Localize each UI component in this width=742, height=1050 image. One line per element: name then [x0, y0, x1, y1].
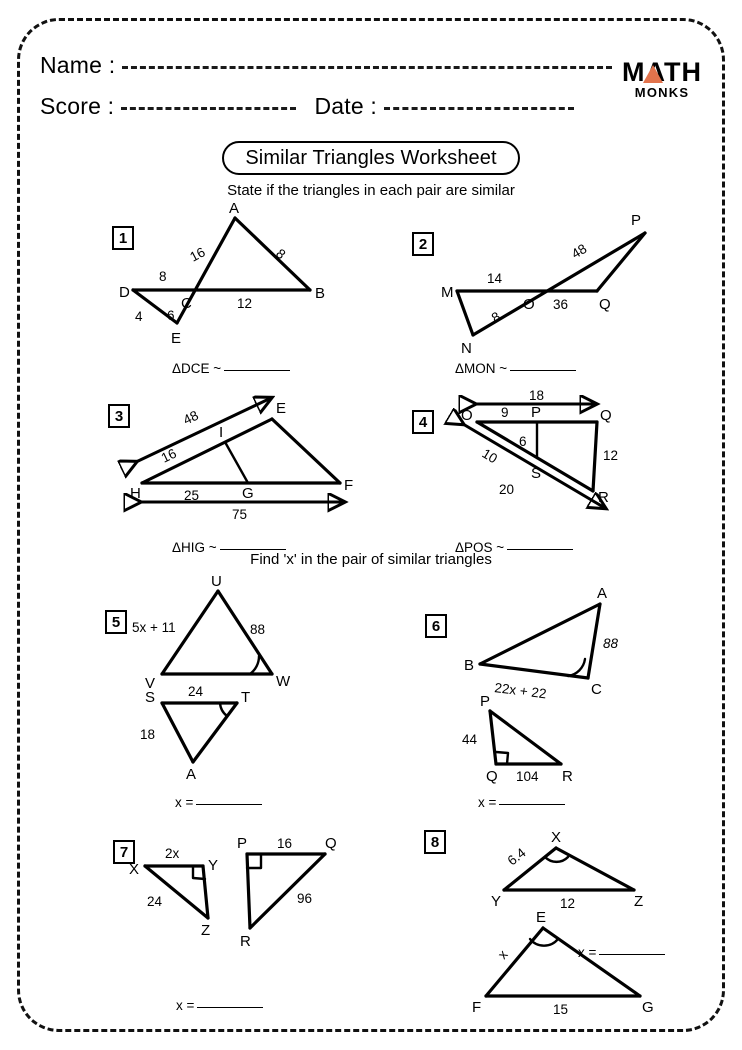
measure-16: 16 [158, 445, 179, 466]
vertex-label-R: R [240, 933, 251, 950]
answer-5 [175, 795, 262, 810]
problem-number-6: 6 [425, 614, 447, 638]
date-input-line[interactable] [384, 107, 574, 110]
vertex-label-P: P [631, 212, 642, 229]
vertex-label-A: A [597, 585, 608, 602]
answer-prompt-1: ΔDCE ~ [172, 361, 222, 376]
answer-prompt-3: ΔHIG ~ [172, 540, 217, 555]
vertex-label-Z: Z [634, 893, 644, 910]
answer-blank-7[interactable] [197, 1007, 263, 1008]
measure-QR-12: 12 [603, 448, 619, 463]
answer-blank-8[interactable] [599, 954, 665, 955]
vertex-label-Q: Q [486, 768, 498, 785]
measure-48: 48 [180, 407, 201, 428]
measure-AB-8: 8 [273, 245, 289, 263]
measure-PQ-44: 44 [462, 732, 478, 747]
measure-FG-15: 15 [553, 1002, 569, 1017]
measure-OR-20: 20 [499, 482, 515, 497]
answer-7 [176, 998, 263, 1013]
problem-number-8: 8 [424, 830, 446, 854]
score-row [40, 93, 574, 120]
answer-prompt-7: x = [176, 998, 195, 1013]
vertex-label-F: F [344, 477, 354, 494]
figure-8 [448, 826, 698, 1016]
answer-3 [172, 540, 286, 555]
vertex-label-Y: Y [491, 893, 502, 910]
figure-1 [119, 200, 345, 355]
vertex-label-W: W [276, 673, 291, 690]
answer-blank-3[interactable] [220, 549, 286, 550]
vertex-label-H: H [130, 485, 141, 502]
measure-XY-2x: 2x [165, 846, 180, 861]
answer-prompt-4: ΔPOS ~ [455, 540, 505, 555]
vertex-label-G: G [642, 999, 654, 1016]
answer-4 [455, 540, 573, 555]
answer-6 [478, 795, 565, 810]
vertex-label-A: A [229, 200, 240, 217]
figure-4 [445, 390, 675, 520]
problem-number-7: 7 [113, 840, 135, 864]
score-input-line[interactable] [121, 107, 296, 110]
measure-CE-6: 6 [167, 308, 175, 323]
figure-3 [120, 385, 370, 520]
answer-prompt-5: x = [175, 795, 194, 810]
name-label: Name : [40, 52, 116, 78]
problem-number-3: 3 [108, 404, 130, 428]
measure-HG-25: 25 [184, 488, 200, 503]
measure-OP-9: 9 [501, 405, 509, 420]
vertex-label-C: C [591, 681, 602, 698]
measure-UV-5x11: 5x + 11 [132, 620, 176, 635]
vertex-label-Q: Q [599, 296, 611, 313]
answer-8 [578, 945, 665, 960]
vertex-label-B: B [464, 657, 475, 674]
triangle-icon [643, 65, 663, 83]
answer-prompt-6: x = [478, 795, 497, 810]
answer-prompt-8: x = [578, 945, 597, 960]
figure-6 [448, 576, 678, 786]
measure-QR-104: 104 [516, 769, 539, 784]
measure-BC-22x22: 22x + 22 [493, 680, 548, 702]
figure-2 [441, 205, 685, 357]
answer-blank-4[interactable] [507, 549, 573, 550]
vertex-label-P: P [531, 404, 542, 421]
answer-blank-5[interactable] [196, 804, 262, 805]
measure-OS-10: 10 [479, 445, 501, 467]
answer-2 [455, 361, 576, 376]
measure-QR-96: 96 [297, 891, 313, 906]
vertex-label-F: F [472, 999, 482, 1016]
answer-blank-6[interactable] [499, 804, 565, 805]
measure-EF-x: x [494, 947, 511, 962]
measure-YZ-12: 12 [560, 896, 576, 911]
vertex-label-V: V [145, 675, 156, 692]
problem-number-5: 5 [105, 610, 127, 634]
measure-DC-8: 8 [159, 269, 167, 284]
vertex-label-P: P [237, 835, 248, 852]
measure-PQ-16: 16 [277, 836, 293, 851]
problem-number-4: 4 [412, 410, 434, 434]
vertex-label-M: M [441, 284, 454, 301]
date-label: Date : [314, 93, 378, 119]
score-label: Score : [40, 93, 115, 119]
name-input-line[interactable] [122, 66, 612, 69]
measure-DA-16: 16 [187, 244, 208, 265]
measure-ST-24: 24 [188, 684, 204, 699]
measure-XY-6.4: 6.4 [504, 844, 529, 869]
measure-CB-12: 12 [237, 296, 253, 311]
measure-XZ-24: 24 [147, 894, 163, 909]
logo-text-math: MATH [622, 57, 702, 87]
vertex-label-S: S [531, 465, 542, 482]
vertex-label-I: I [219, 424, 224, 441]
vertex-label-E: E [276, 400, 287, 417]
measure-PS-6: 6 [519, 434, 527, 449]
vertex-label-O: O [523, 296, 535, 313]
directions-part-2: Find 'x' in the pair of similar triangles [250, 551, 492, 568]
vertex-label-U: U [211, 573, 222, 590]
vertex-label-P: P [480, 693, 491, 710]
problem-number-1: 1 [112, 226, 134, 250]
page-title: Similar Triangles Worksheet [222, 141, 520, 175]
measure-AC-88: 88 [603, 636, 619, 651]
vertex-label-R: R [598, 489, 609, 506]
directions-part-1: State if the triangles in each pair are similar [227, 182, 515, 199]
measure-SA-18: 18 [140, 727, 156, 742]
vertex-label-B: B [315, 285, 326, 302]
figure-7 [125, 830, 375, 960]
measure-UW-88: 88 [250, 622, 266, 637]
figure-5 [132, 573, 360, 786]
measure-OQ-18: 18 [529, 388, 545, 403]
vertex-label-X: X [551, 829, 562, 846]
answer-prompt-2: ΔMON ~ [455, 361, 508, 376]
vertex-label-X: X [129, 861, 140, 878]
vertex-label-Y: Y [208, 857, 219, 874]
vertex-label-T: T [241, 689, 251, 706]
logo-wordmark-top [622, 58, 702, 86]
vertex-label-N: N [461, 340, 472, 357]
vertex-label-S: S [145, 689, 156, 706]
measure-DE-4: 4 [135, 309, 143, 324]
measure-OQ-36: 36 [553, 297, 569, 312]
vertex-label-Q: Q [600, 407, 612, 424]
vertex-label-Q: Q [325, 835, 337, 852]
measure-NO-8: 8 [488, 308, 503, 326]
vertex-label-E: E [536, 909, 547, 926]
vertex-label-C: C [181, 295, 192, 312]
logo-wordmark-bottom: MONKS [634, 85, 690, 100]
measure-OP-48: 48 [568, 240, 590, 262]
vertex-label-O: O [461, 407, 473, 424]
answer-blank-1[interactable] [224, 370, 290, 371]
vertex-label-D: D [119, 284, 130, 301]
vertex-label-Z: Z [201, 922, 211, 939]
answer-blank-2[interactable] [510, 370, 576, 371]
problem-number-2: 2 [412, 232, 434, 256]
name-row [40, 52, 612, 79]
measure-MO-14: 14 [487, 271, 503, 286]
mathmonks-logo [614, 58, 710, 100]
vertex-label-R: R [562, 768, 573, 785]
vertex-label-E: E [171, 330, 182, 347]
vertex-label-A: A [186, 766, 197, 783]
vertex-label-G: G [242, 485, 254, 502]
answer-1 [172, 361, 290, 376]
measure-HF-75: 75 [232, 507, 248, 522]
